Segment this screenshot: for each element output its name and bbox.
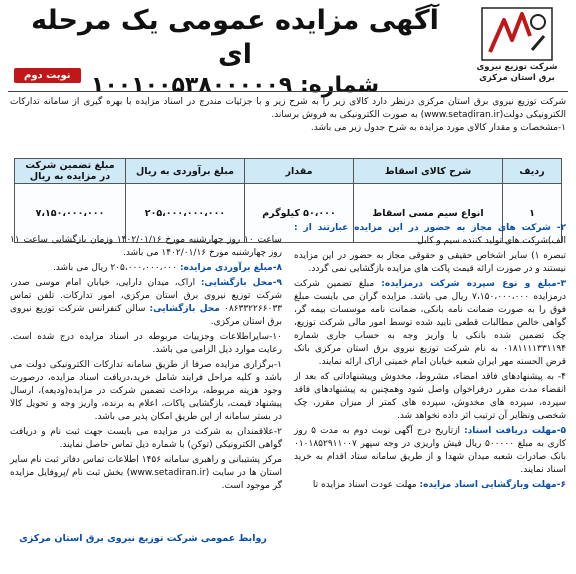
title-block xyxy=(10,4,460,100)
section-6-body: مهلت عودت اسناد مزایده تا xyxy=(312,480,417,490)
section-5-body: ازتاریخ درج آگهی نوبت دوم به مدت ۵ روز کاری به مبلغ ۵۰۰۰۰۰ ریال فیش واریزی در وجه سپهر ۰۱۰۱۸۵۲۹۱۱۰۰۷ بانک صادرات شعبه میدان شهدا و از طریق سامانه ستاد اقدام به خرید اسناد نمایند. xyxy=(294,426,567,475)
section-5-title: ۵-مهلت دریافت اسناد: xyxy=(464,426,566,436)
table-header-row xyxy=(15,159,562,184)
header-description: شرح کالای اسقاط xyxy=(354,159,503,184)
section-6 xyxy=(294,479,566,492)
section-8-body: ۲۰۵،۰۰۰،۰۰۰،۰۰۰ ریال می باشد. xyxy=(52,263,178,273)
section-5 xyxy=(294,425,566,477)
section-10: ۱۰-سایراطلاعات وجزییات مربوطه در اسناد مزایده درج شده است. رعایت موارد ذیل الزامی می باشد. xyxy=(10,332,282,355)
intro-item-1: ۱-مشخصات و مقدار کالای مورد مزایده به شرح جدول زیر می باشد. xyxy=(310,123,566,133)
section-3-body: مبلغ تضمین شرکت درمزایده ۷،۱۵۰،۰۰۰،۰۰۰ ریال می باشد. مزایده گران می بایست مبلغ فوق را به صورت ضمانت نامه بانکی، ضمانت نامه موسسات بیمه گر، گواهی خالص مطالبات قطعی تایید شده توسط امور مالی شرکت توزیع، چک تضمین شده بانکی یا واریز وجه به حساب جاری شماره ۰۱۸۱۱۱۱۳۳۱۱۹۴ به نام شرکت توزیع نیروی برق استان مرکزی بانک قرض الحسنه مهر ایران شعبه خیابان امام خمینی اراک ارائه نمایند. xyxy=(294,279,566,367)
section-2-note: تبصره ۱) سایر اشخاص حقیقی و حقوقی مجاز به حضور در این مزایده نیستند و در صورت ارائه قیمت پاکت های مزایده بازگشایی نمی گردد. xyxy=(294,251,566,274)
notice-title: آگهی مزایده عمومی یک مرحله ای xyxy=(31,5,439,70)
header-estimated-price: مبلغ برآوردی به ریال xyxy=(126,159,245,184)
section-2-a: الف)شرکت های تولید کننده سیم و کابل xyxy=(417,236,566,246)
cell-guarantee: ۷،۱۵۰،۰۰۰،۰۰۰ xyxy=(15,184,126,243)
section-9-body: اراک، میدان دارایی، خیابان امام موسی صدر، شرکت توزیع نیروی برق استان مرکزی، امور تدارکات. تلفن تماس ۰۸۶۳۳۲۲۶۶۰۳۳ xyxy=(10,278,282,314)
section-6-continued: ساعت ۱۰ روز چهارشنبه مورخ ۱۴۰۲/۰۱/۱۶ وزمان بازگشایی ساعت ۱۱ روز چهارشنبه مورخ ۱۴۰۲/۰۱/۱۶ می باشد. xyxy=(10,235,282,258)
notice-header xyxy=(6,4,570,98)
cell-row-no: ۱ xyxy=(503,184,562,243)
cell-estimated-price: ۲۰۵،۰۰۰،۰۰۰،۰۰۰ xyxy=(126,184,245,243)
section-9b-title: محل بازگشایی: xyxy=(149,304,220,314)
rule-3: مرکز پشتیبانی و راهبری سامانه ۱۴۵۶ اطلاعات تماس دفاتر ثبت نام سایر استان ها در سایت (www.setadiran.ir) بخش ثبت نام /پروفایل مزایده گر موجود است. xyxy=(10,455,282,491)
left-column xyxy=(10,234,282,495)
header-row-no: ردیف xyxy=(503,159,562,184)
header-guarantee: مبلغ تضمین شرکت در مزایده به ریال xyxy=(15,159,126,184)
section-8 xyxy=(10,262,282,275)
cell-description: انواع سیم مسی اسقاط xyxy=(354,184,503,243)
intro-block xyxy=(10,96,566,135)
section-3 xyxy=(294,278,566,369)
section-6-title: ۶-مهلت وبازگشایی اسناد مزایده: xyxy=(419,480,566,490)
section-9-title: ۹-محل بازگشایی: xyxy=(200,278,282,288)
footer-signature: روابط عمومی شرکت توزیع نیروی برق استان مرکزی xyxy=(19,533,267,544)
round-badge: نوبت دوم xyxy=(14,68,81,83)
section-4: ۴- به پیشنهادهای فاقد امضاء، مشروط، مخدوش وپیشنهاداتی که بعد از انقضاء مدت مقرر درفراخوان واصل شود وهمچنین به پیشنهادهای فاقد سپرده، سپرده های مخدوش، سپرده های کمتر از میزان مقرر، چک شخصی ونظایر آن ترتیب اثر داده نخواهد شد. xyxy=(294,372,566,421)
header-divider xyxy=(8,91,568,92)
section-8-title: ۸-مبلغ برآوردی مزایده: xyxy=(179,263,282,273)
right-column xyxy=(294,222,566,494)
section-2-title: ۲- شرکت های مجاز به حضور در این مزایده عبارتند از : xyxy=(294,223,566,233)
rule-2: ۲-علاقمندان به شرکت در مزایده می بایست جهت ثبت نام و دریافت گواهی الکترونیکی (توکن) با شماره ذیل تماس حاصل نمایند. xyxy=(10,427,282,450)
section-3-title: ۳-مبلغ و نوع سپرده شرکت درمزایده: xyxy=(381,279,566,289)
section-9b-body: سالن کنفرانس شرکت توزیع نیروی برق استان مرکزی. xyxy=(10,304,282,327)
intro-paragraph: شرکت توزیع نیروی برق استان مرکزی درنظر دارد کالای زیر را به شرح زیر و با جزئیات مندرج در اسناد مزایده با بهره گیری از سامانه تدارکات الکترونیکی دولت(www.setadiran.ir) به صورت الکترونیکی به فروش برساند. xyxy=(10,97,566,120)
header-quantity: مقدار xyxy=(245,159,354,184)
section-2 xyxy=(294,222,566,248)
rule-1: ۱-برگزاری مزایده صرفا از طریق سامانه تدارکات الکترونیکی دولت می باشد و کلیه مراحل فرایند شامل خرید،دریافت اسناد مزایده، درصورت وجود هزینه مربوطه، برداخت تضمین شرکت در مزایده(ودیعه)، ارسال پیشنهاد قیمت، بازگشایی پاکات، اعلام به برنده، واریز وجه و تحویل کالا در بستر سامانه از این طریق امکان پذیر می باشد. xyxy=(10,360,282,422)
lightning-logo-icon xyxy=(480,6,554,62)
notice-number: شماره: ۱۰۰۱۰۰۵۳۸۰۰۰۰۰۹ xyxy=(90,73,380,98)
company-name: شرکت توزیع نیروی برق استان مرکزی xyxy=(476,62,558,83)
section-9 xyxy=(10,277,282,329)
company-logo xyxy=(468,6,566,84)
cell-quantity: ۵۰،۰۰۰ کیلوگرم xyxy=(245,184,354,243)
